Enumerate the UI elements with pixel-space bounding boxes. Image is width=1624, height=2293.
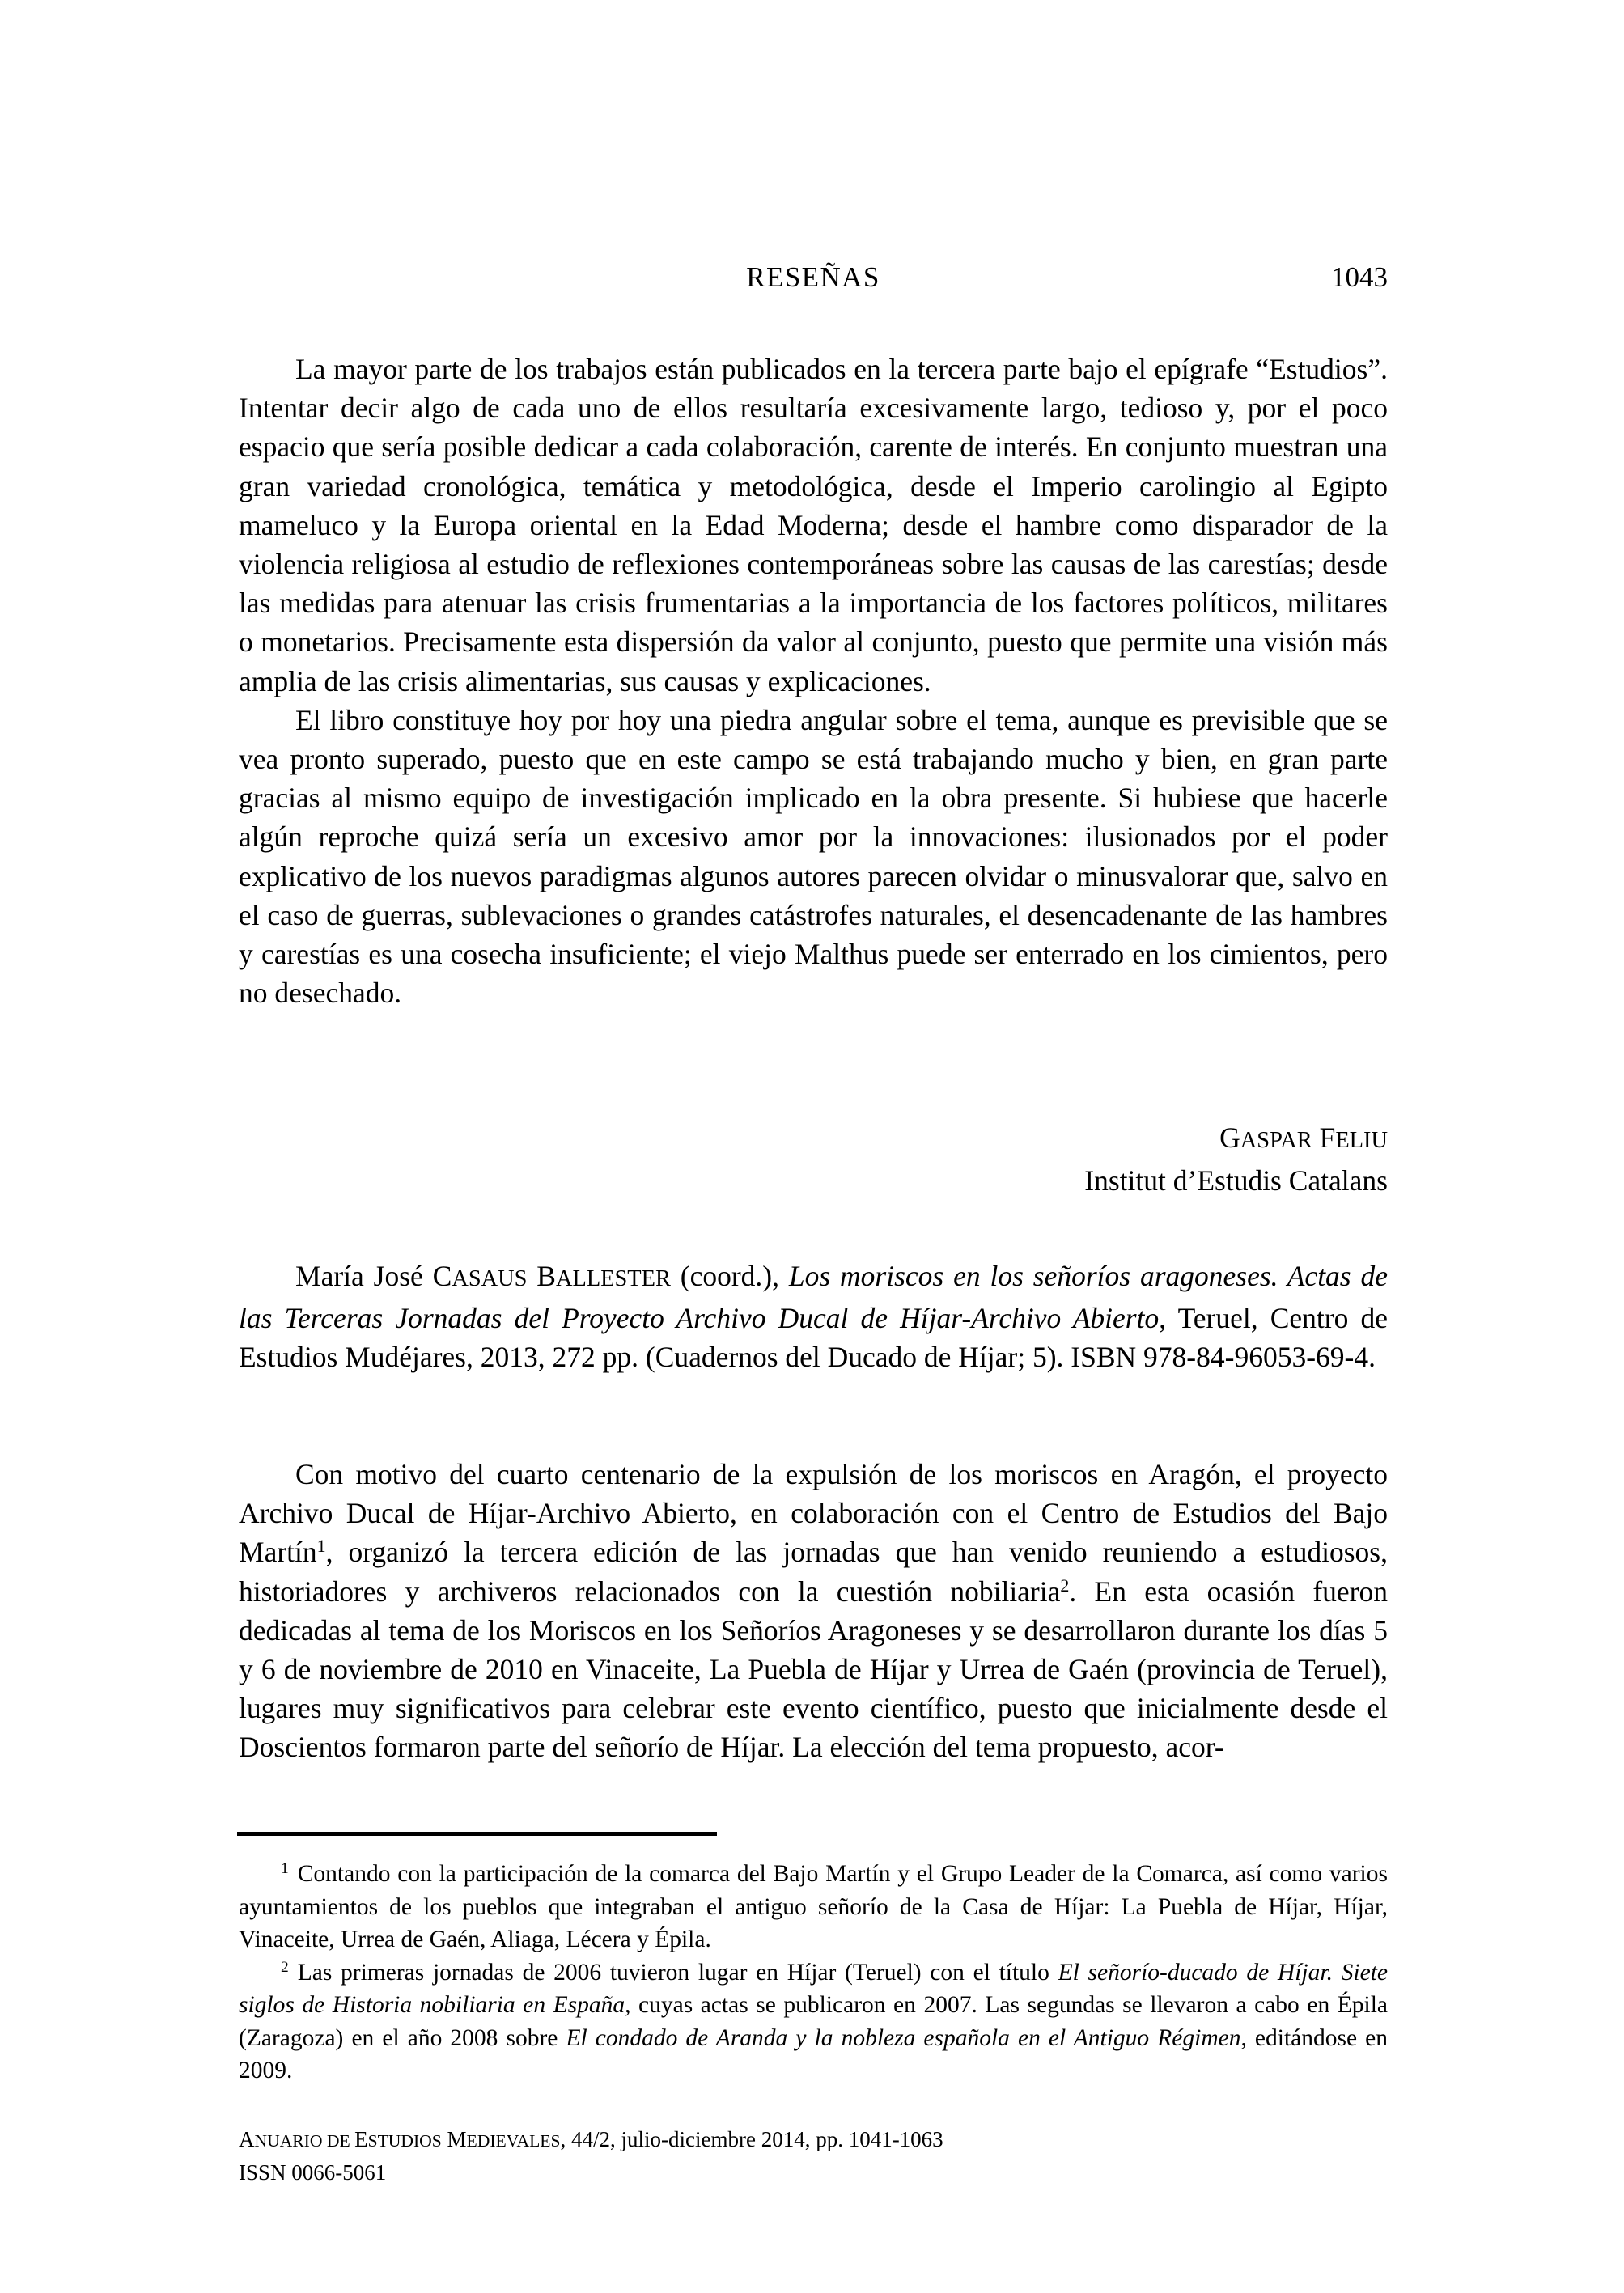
footnote-text: , editándose en 2009.: [239, 2024, 1388, 2083]
running-head-title: RESEÑAS: [746, 261, 880, 293]
paragraph: La mayor parte de los trabajos están publicados en la tercera parte bajo el epígrafe “Estudios”. Intentar decir algo de cada uno de ellos resultaría excesivamente largo, tedioso y, por el poco espacio que sería posible dedicar a cada colaboración, carente de interés. En conjunto muestran una gran variedad cronológica, temática y metodológica, desde el Imperio carolingio al Egipto mameluco y la Europa oriental en la Edad Moderna; desde el hambre como disparador de la violencia religiosa al estudio de reflexiones contemporáneas sobre las causas de las carestías; desde las medidas para atenuar las crisis frumentarias a la importancia de los factores políticos, militares o monetarios. Precisamente esta dispersión da valor al conjunto, puesto que permite una visión más amplia de las crisis alimentarias, sus causas y explicaciones.: [239, 353, 1388, 697]
paragraph-segment: , organizó la tercera edición de las jornadas que han venido reuniendo a estudiosos, historiadores y archiveros relacionados con la cuestión nobiliaria: [239, 1536, 1388, 1608]
citation-paragraph: [239, 1257, 1388, 1377]
page-number: 1043: [1331, 261, 1388, 293]
running-head: [239, 259, 1388, 296]
review-signature: [239, 1118, 1388, 1200]
footnote-text: , cuyas actas se publicaron en 2007. Las segundas se llevaron a cabo en Épila (Zaragoza) en el año 2008 sobre: [239, 1992, 1388, 2051]
reviewer-name: GASPAR FELIU: [1219, 1121, 1388, 1154]
footnotes-block: [239, 1858, 1388, 2087]
paragraph-segment: Con motivo del cuarto centenario de la expulsión de los moriscos en Aragón, el proyecto Archivo Ducal de Híjar-Archivo Abierto, en colaboración con el Centro de Estudios del Bajo Martín: [239, 1458, 1388, 1569]
footnote-item: [239, 1858, 1388, 1956]
citation-imprint: , Teruel, Centro de Estudios Mudéjares, 2013, 272 pp. (Cuadernos del Ducado de Híjar; 5). ISBN 978-84-96053-69-4.: [239, 1302, 1388, 1374]
citation-role: (coord.),: [670, 1260, 789, 1292]
review-two-citation: [239, 1257, 1388, 1377]
journal-title: ANUARIO DE ESTUDIOS MEDIEVALES: [239, 2127, 561, 2151]
review-two-body: [239, 1455, 1388, 1767]
paragraph-segment: . En esta ocasión fueron dedicadas al tema de los Moriscos en los Señoríos Aragoneses y se desarrollaron durante los días 5 y 6 de noviembre de 2010 en Vinaceite, La Puebla de Híjar y Urrea de Gaén (provincia de Teruel), lugares muy significativos para celebrar este evento científico, puesto que inicialmente desde el Doscientos formaron parte del señorío de Híjar. La elección del tema propuesto, acor-: [239, 1575, 1388, 1764]
citation-author-surname-first: CASAUS: [432, 1260, 528, 1292]
footnote-marker-1[interactable]: 1: [316, 1536, 326, 1557]
footnote-title: El señorío-ducado de Híjar. Siete siglos de Historia nobiliaria en España: [239, 1959, 1388, 2018]
footnote-text: Contando con la participación de la comarca del Bajo Martín y el Grupo Leader de la Comarca, así como varios ayuntamientos de los pueblos que integraban el antiguo señorío de la Casa de Híjar: La Puebla de Híjar, Híjar, Vinaceite, Urrea de Gaén, Aliaga, Lécera y Épila.: [239, 1861, 1388, 1952]
journal-citation-line: [239, 2124, 1388, 2157]
footnote-number: 1: [281, 1860, 289, 1878]
footnote-marker-2[interactable]: 2: [1060, 1575, 1070, 1596]
citation-author-surname-second: BALLESTER: [536, 1260, 671, 1292]
paragraph: [239, 1455, 1388, 1767]
review-one-body: [239, 350, 1388, 1012]
reviewer-affiliation: Institut d’Estudis Catalans: [1084, 1163, 1388, 1197]
footnote-separator-rule: [237, 1832, 717, 1836]
footnote-number: 2: [281, 1958, 289, 1976]
citation-author-given: María José: [295, 1260, 433, 1292]
journal-footer: [239, 2124, 1388, 2189]
journal-issn: ISSN 0066-5061: [239, 2160, 387, 2185]
citation-title: Los moriscos en los señoríos aragoneses. Actas de las Terceras Jornadas del Proyecto Archivo Ducal de Híjar-Archivo Abierto: [239, 1260, 1388, 1335]
journal-details: , 44/2, julio-diciembre 2014, pp. 1041-1063: [560, 2127, 943, 2151]
footnote-text: Las primeras jornadas de 2006 tuvieron lugar en Híjar (Teruel) con el título: [297, 1959, 1058, 1986]
paragraph: El libro constituye hoy por hoy una piedra angular sobre el tema, aunque es previsible que se vea pronto superado, puesto que en este campo se está trabajando mucho y bien, en gran parte gracias al mismo equipo de investigación implicado en la obra presente. Si hubiese que hacerle algún reproche quizá sería un excesivo amor por la innovaciones: ilusionados por el poder explicativo de los nuevos paradigmas algunos autores parecen olvidar o minusvalorar que, salvo en el caso de guerras, sublevaciones o grandes catástrofes naturales, el desencadenante de las hambres y carestías es una cosecha insuficiente; el viejo Malthus puede ser enterrado en los cimientos, pero no desechado.: [239, 703, 1388, 1010]
footnote-item: [239, 1956, 1388, 2087]
footnote-title: El condado de Aranda y la nobleza española en el Antiguo Régimen: [566, 2024, 1241, 2051]
